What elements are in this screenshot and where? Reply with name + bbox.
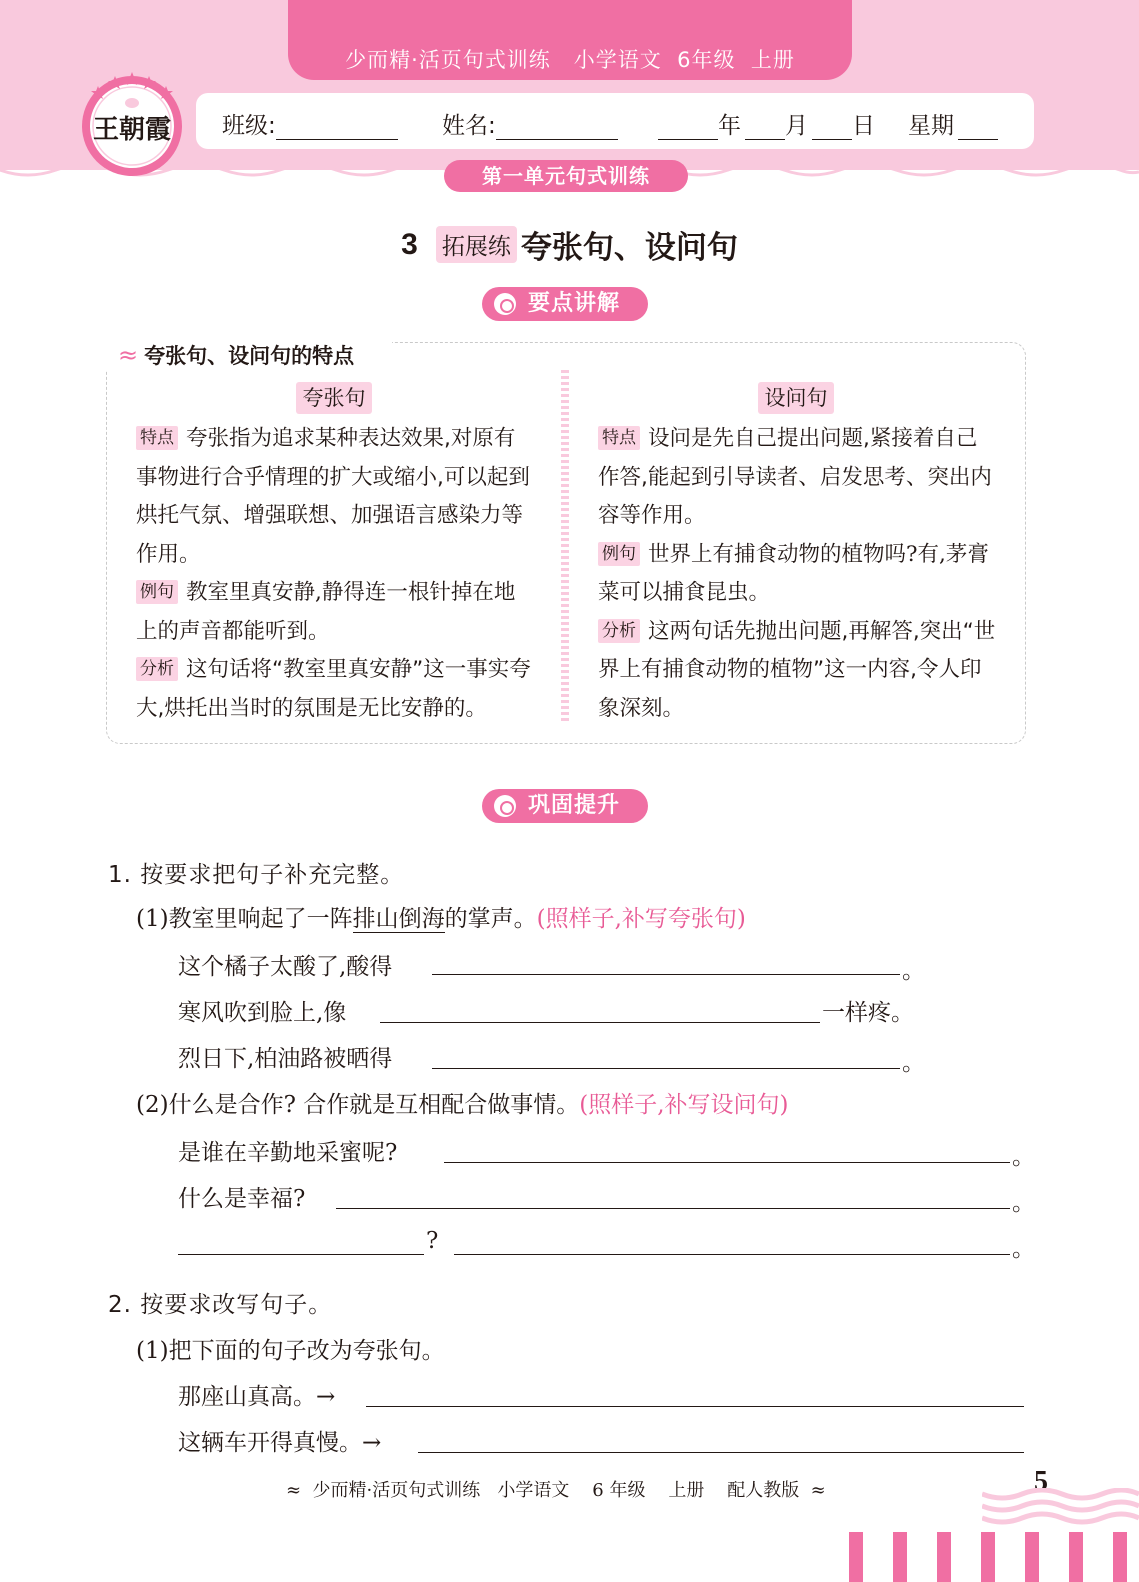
hyperbole-analysis: 分析 这句话将“教室里真安静”这一事实夸大,烘托出当时的氛围是无比安静的。	[136, 657, 531, 721]
q1-part2-hint: (照样子,补写设问句)	[579, 1092, 789, 1118]
q1-line-3: 烈日下,柏油路被晒得	[178, 1046, 393, 1072]
svg-text:王朝霞: 王朝霞	[92, 115, 172, 145]
section-practice: 巩固提升	[482, 789, 648, 823]
rhetorical-feature: 特点 设问是先自己提出问题,紧接着自己作答,能起到引导读者、启发思考、突出内容等作用。	[598, 426, 992, 528]
q1-part1-hint: (照样子,补写夸张句)	[536, 906, 746, 932]
answer-blank[interactable]	[178, 1254, 424, 1255]
lesson-main-title: 夸张句、设问句	[520, 230, 738, 266]
q1-heading: 1. 按要求把句子补充完整。	[108, 862, 405, 888]
answer-blank[interactable]	[432, 1068, 900, 1069]
hyperbole-column	[136, 420, 536, 728]
answer-blank[interactable]	[432, 974, 900, 975]
medal-icon	[494, 293, 516, 315]
answer-blank[interactable]	[380, 1022, 820, 1023]
q2-line-1: 那座山真高。→	[178, 1384, 336, 1410]
footer-wave-decoration	[982, 1488, 1139, 1530]
q2-part1-prompt: (1)把下面的句子改为夸张句。	[136, 1338, 445, 1364]
hyperbole-feature: 特点 夸张指为追求某种表达效果,对原有事物进行合乎情理的扩大或缩小,可以起到烘托气氛、增强联想、加强语言感染力等作用。	[136, 426, 530, 567]
rhetorical-example: 例句 世界上有捕食动物的植物吗?有,茅膏菜可以捕食昆虫。	[598, 541, 989, 605]
q1-line-2: 寒风吹到脸上,像	[178, 1000, 347, 1026]
q1-part1-prompt: (1)教室里响起了一阵排山倒海的掌声。(照样子,补写夸张句)	[136, 906, 746, 932]
q1-line-4: 是谁在辛勤地采蜜呢?	[178, 1140, 398, 1166]
keypoint-heading: ≈ 夸张句、设问句的特点	[118, 341, 355, 369]
wangzhaoxia-logo	[78, 70, 186, 178]
q1-part2-prompt: (2)什么是合作? 合作就是互相配合做事情。(照样子,补写设问句)	[136, 1092, 789, 1118]
q2-line-2: 这辆车开得真慢。→	[178, 1430, 382, 1456]
medal-icon	[494, 795, 516, 817]
section-keypoints: 要点讲解	[482, 287, 648, 321]
footer-bars	[849, 1532, 1139, 1582]
answer-blank[interactable]	[454, 1254, 1010, 1255]
rhetorical-analysis: 分析 这两句话先抛出问题,再解答,突出“世界上有捕食动物的植物”这一内容,令人印象深刻。	[598, 618, 996, 721]
hyperbole-title: 夸张句	[296, 382, 372, 414]
hyperbole-example: 例句 教室里真安静,静得连一根针掉在地上的声音都能听到。	[136, 580, 516, 644]
date-field[interactable]: 年 月 日	[658, 107, 875, 140]
page-number: 5	[1034, 1466, 1048, 1497]
rhetorical-column	[598, 420, 998, 728]
name-field[interactable]: 姓名:	[442, 107, 618, 140]
q1-line-1: 这个橘子太酸了,酸得	[178, 954, 393, 980]
lesson-number: 3	[401, 227, 418, 261]
answer-blank[interactable]	[336, 1208, 1010, 1209]
q2-heading: 2. 按要求改写句子。	[108, 1292, 333, 1318]
answer-blank[interactable]	[418, 1452, 1024, 1453]
q1-line-6-mark: ?	[426, 1228, 439, 1254]
student-info-bar	[196, 93, 1034, 149]
column-divider	[561, 370, 569, 722]
answer-blank[interactable]	[366, 1406, 1024, 1407]
lesson-title	[0, 222, 1139, 267]
wave-icon: ≈	[118, 341, 139, 369]
answer-blank[interactable]	[444, 1162, 1010, 1163]
q1-line-5: 什么是幸福?	[178, 1186, 306, 1212]
lesson-type-tag: 拓展练	[436, 226, 517, 263]
footer-text: ≈ 少而精·活页句式训练 小学语文 6 年级 上册 配人教版 ≈	[286, 1480, 826, 1501]
class-field[interactable]: 班级:	[222, 107, 398, 140]
rhetorical-title: 设问句	[758, 382, 834, 414]
unit-tag: 第一单元句式训练	[444, 160, 688, 192]
weekday-field[interactable]: 星期	[908, 107, 998, 140]
series-title: 少而精·活页句式训练 小学语文 6年级 上册	[345, 48, 795, 72]
